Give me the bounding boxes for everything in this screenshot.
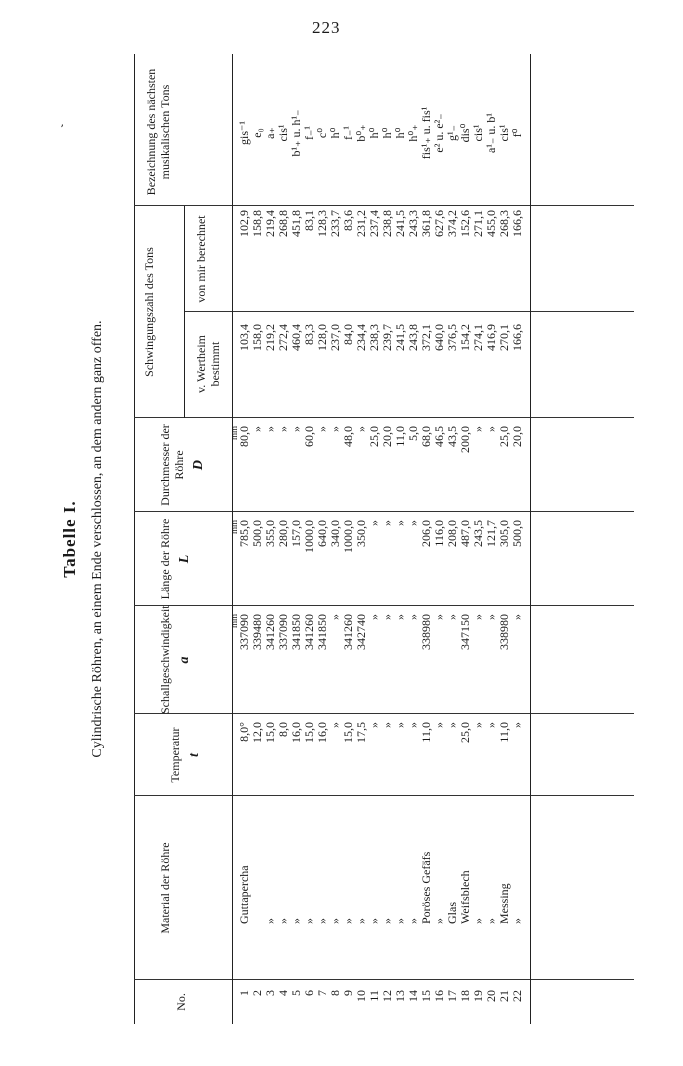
header-schwingung-label: Schwingungszahl des Tons bbox=[142, 247, 156, 377]
table-row bbox=[251, 54, 264, 1024]
row-ton: h⁰ bbox=[367, 127, 381, 139]
table-row bbox=[433, 54, 446, 1024]
header-diameter bbox=[158, 418, 206, 512]
header-bezeichnung bbox=[144, 62, 172, 202]
row-berechnet: 627,6 bbox=[432, 210, 446, 237]
row-diameter: » bbox=[263, 426, 277, 432]
header-top-rule bbox=[134, 54, 135, 1024]
row-diameter: 46,5 bbox=[432, 426, 446, 447]
row-berechnet: 238,8 bbox=[380, 210, 394, 237]
header-material bbox=[158, 796, 172, 980]
row-ton: f₋¹ bbox=[341, 126, 355, 140]
row-number: 20 bbox=[484, 990, 498, 1002]
table-row bbox=[303, 54, 316, 1024]
table-row bbox=[498, 54, 511, 1024]
row-wertheim: 243,8 bbox=[406, 324, 420, 351]
row-temperature: 15,0 bbox=[302, 722, 316, 743]
row-number: 17 bbox=[445, 990, 459, 1002]
row-schall: 337090 bbox=[237, 614, 251, 650]
row-diameter: » bbox=[354, 426, 368, 432]
row-ton: g¹₋ bbox=[445, 125, 459, 141]
table-title-block bbox=[60, 54, 132, 1024]
header-schall-symbol: a bbox=[177, 656, 192, 664]
row-schall: 341850 bbox=[289, 614, 303, 650]
table-row bbox=[238, 54, 251, 1024]
row-number: 16 bbox=[432, 990, 446, 1002]
row-length: 1000,0 bbox=[341, 520, 355, 553]
table-row bbox=[342, 54, 355, 1024]
row-number: 15 bbox=[419, 990, 433, 1002]
row-ton: c⁰ bbox=[315, 127, 329, 139]
row-wertheim: 154,2 bbox=[458, 324, 472, 351]
row-ton: f₋¹ bbox=[302, 126, 316, 140]
row-number: 3 bbox=[263, 990, 277, 996]
row-diameter: 200,0 bbox=[458, 426, 472, 453]
row-ton: b¹₊ u. h¹₋ bbox=[289, 109, 303, 157]
row-diameter: 25,0 bbox=[497, 426, 511, 447]
row-length: » bbox=[406, 520, 420, 526]
row-material: » bbox=[471, 918, 485, 924]
row-temperature: 17,5 bbox=[354, 722, 368, 743]
row-wertheim: 640,0 bbox=[432, 324, 446, 351]
row-wertheim: 84,0 bbox=[341, 324, 355, 345]
table-row bbox=[446, 54, 459, 1024]
row-diameter: » bbox=[289, 426, 303, 432]
row-berechnet: 243,3 bbox=[406, 210, 420, 237]
row-length: 350,0 bbox=[354, 520, 368, 547]
row-wertheim: 416,9 bbox=[484, 324, 498, 351]
row-wertheim: 274,1 bbox=[471, 324, 485, 351]
table-row bbox=[355, 54, 368, 1024]
row-schall: » bbox=[380, 614, 394, 620]
row-temperature: » bbox=[471, 722, 485, 728]
row-schall: 342740 bbox=[354, 614, 368, 650]
row-ton: gis⁻¹ bbox=[237, 121, 251, 145]
row-diameter: » bbox=[276, 426, 290, 432]
row-schall: » bbox=[484, 614, 498, 620]
row-length: » bbox=[393, 520, 407, 526]
row-number: 7 bbox=[315, 990, 329, 996]
row-material: » bbox=[302, 918, 316, 924]
table-row bbox=[381, 54, 394, 1024]
row-schall: 338980 bbox=[497, 614, 511, 650]
row-number: 13 bbox=[393, 990, 407, 1002]
row-temperature: » bbox=[406, 722, 420, 728]
row-material: Glas bbox=[445, 902, 459, 924]
row-diameter: 60,0 bbox=[302, 426, 316, 447]
row-schall: » bbox=[406, 614, 420, 620]
row-temperature: 15,0 bbox=[341, 722, 355, 743]
row-schall: » bbox=[432, 614, 446, 620]
table-bottom-rule bbox=[530, 54, 531, 1024]
header-no bbox=[174, 980, 188, 1024]
row-diameter: 68,0 bbox=[419, 426, 433, 447]
row-material: Guttapercha bbox=[237, 865, 251, 924]
row-ton: h⁰ bbox=[380, 127, 394, 139]
row-ton: cis¹ bbox=[276, 124, 290, 142]
row-schall: 341260 bbox=[302, 614, 316, 650]
header-wertheim-label: v. Wertheim bestimmt bbox=[194, 334, 222, 394]
row-temperature: 15,0 bbox=[263, 722, 277, 743]
row-material: » bbox=[276, 918, 290, 924]
row-temperature: 11,0 bbox=[419, 722, 433, 743]
row-wertheim: 158,0 bbox=[250, 324, 264, 351]
row-schall: 341850 bbox=[315, 614, 329, 650]
row-number: 10 bbox=[354, 990, 368, 1002]
header-length-label: Länge der Röhre bbox=[158, 518, 172, 600]
row-number: 12 bbox=[380, 990, 394, 1002]
row-berechnet: 231,2 bbox=[354, 210, 368, 237]
unit-length: mm bbox=[229, 520, 239, 535]
row-material: » bbox=[393, 918, 407, 924]
margin-mark: ʼ bbox=[60, 123, 64, 136]
table-title: Tabelle I. bbox=[60, 500, 79, 578]
row-material: » bbox=[432, 918, 446, 924]
row-wertheim: 128,0 bbox=[315, 324, 329, 351]
row-schall: 339480 bbox=[250, 614, 264, 650]
row-schall: 341260 bbox=[263, 614, 277, 650]
row-berechnet: 268,8 bbox=[276, 210, 290, 237]
row-temperature: 11,0 bbox=[497, 722, 511, 743]
row-wertheim: 219,2 bbox=[263, 324, 277, 351]
row-material: » bbox=[484, 918, 498, 924]
row-temperature: 25,0 bbox=[458, 722, 472, 743]
row-schall: » bbox=[393, 614, 407, 620]
row-ton: e² u. e²₋ bbox=[432, 113, 446, 153]
row-number: 14 bbox=[406, 990, 420, 1002]
row-material: » bbox=[289, 918, 303, 924]
table-subtitle: Cylindrische Röhren, an einem Ende verschlossen, an dem andern ganz offen. bbox=[90, 320, 105, 758]
row-material: » bbox=[510, 918, 524, 924]
header-material-label: Material der Röhre bbox=[158, 842, 172, 934]
row-ton: a¹₋ u. b¹ bbox=[484, 113, 498, 153]
row-length: 121,7 bbox=[484, 520, 498, 547]
row-schall: 337090 bbox=[276, 614, 290, 650]
row-diameter: » bbox=[250, 426, 264, 432]
row-temperature: » bbox=[432, 722, 446, 728]
row-number: 21 bbox=[497, 990, 511, 1002]
header-no-label: No. bbox=[174, 993, 188, 1011]
unit-schall: mm bbox=[229, 614, 239, 629]
row-wertheim: 460,4 bbox=[289, 324, 303, 351]
table-row bbox=[485, 54, 498, 1024]
row-wertheim: 272,4 bbox=[276, 324, 290, 351]
table-row bbox=[459, 54, 472, 1024]
row-diameter: 5,0 bbox=[406, 426, 420, 441]
header-diameter-symbol: D bbox=[191, 459, 206, 471]
row-schall: » bbox=[445, 614, 459, 620]
unit-diameter: mm bbox=[229, 426, 239, 441]
row-diameter: 20,0 bbox=[510, 426, 524, 447]
header-bezeichnung-label: Bezeichnung des nächsten musikalischen Tons bbox=[144, 68, 172, 196]
row-number: 2 bbox=[250, 990, 264, 996]
row-berechnet: 241,5 bbox=[393, 210, 407, 237]
row-wertheim: 270,1 bbox=[497, 324, 511, 351]
row-material: Poröses Gefäfs bbox=[419, 851, 433, 924]
header-wertheim bbox=[194, 316, 222, 412]
row-length: » bbox=[380, 520, 394, 526]
row-ton: e₀ bbox=[250, 128, 264, 138]
row-length: 500,0 bbox=[510, 520, 524, 547]
row-length: 785,0 bbox=[237, 520, 251, 547]
row-temperature: » bbox=[367, 722, 381, 728]
row-wertheim: 83,3 bbox=[302, 324, 316, 345]
row-diameter: 20,0 bbox=[380, 426, 394, 447]
row-berechnet: 271,1 bbox=[471, 210, 485, 237]
row-wertheim: 376,5 bbox=[445, 324, 459, 351]
row-length: 206,0 bbox=[419, 520, 433, 547]
row-length: 243,5 bbox=[471, 520, 485, 547]
schwingung-subrule bbox=[184, 206, 185, 418]
row-number: 19 bbox=[471, 990, 485, 1002]
row-ton: h⁰₊ bbox=[406, 124, 420, 142]
row-berechnet: 451,8 bbox=[289, 210, 303, 237]
table-row bbox=[264, 54, 277, 1024]
row-diameter: 48,0 bbox=[341, 426, 355, 447]
row-temperature: » bbox=[393, 722, 407, 728]
row-ton: cis¹ bbox=[471, 124, 485, 142]
row-diameter: 25,0 bbox=[367, 426, 381, 447]
row-berechnet: 374,2 bbox=[445, 210, 459, 237]
row-temperature: » bbox=[484, 722, 498, 728]
row-diameter: » bbox=[315, 426, 329, 432]
row-length: 116,0 bbox=[432, 520, 446, 547]
row-ton: a₊ bbox=[263, 127, 277, 139]
row-material: » bbox=[354, 918, 368, 924]
row-number: 6 bbox=[302, 990, 316, 996]
row-wertheim: 237,0 bbox=[328, 324, 342, 351]
row-berechnet: 166,6 bbox=[510, 210, 524, 237]
header-temperature-symbol: t bbox=[187, 753, 202, 757]
header-berechnet bbox=[194, 210, 208, 308]
row-diameter: » bbox=[471, 426, 485, 432]
row-temperature: » bbox=[510, 722, 524, 728]
table-row bbox=[277, 54, 290, 1024]
row-ton: cis¹ bbox=[497, 124, 511, 142]
row-ton: h⁰ bbox=[393, 127, 407, 139]
row-material: » bbox=[380, 918, 394, 924]
row-schall: 338980 bbox=[419, 614, 433, 650]
row-berechnet: 237,4 bbox=[367, 210, 381, 237]
row-diameter: 11,0 bbox=[393, 426, 407, 447]
table-row bbox=[368, 54, 381, 1024]
row-temperature: 8,0 bbox=[276, 722, 290, 737]
row-number: 1 bbox=[237, 990, 251, 996]
row-material: Weifsblech bbox=[458, 870, 472, 924]
table-row bbox=[472, 54, 485, 1024]
row-length: 640,0 bbox=[315, 520, 329, 547]
row-number: 11 bbox=[367, 990, 381, 1002]
row-ton: b⁰₊ bbox=[354, 124, 368, 142]
row-wertheim: 166,6 bbox=[510, 324, 524, 351]
row-diameter: » bbox=[328, 426, 342, 432]
row-diameter: 43,5 bbox=[445, 426, 459, 447]
header-length-symbol: L bbox=[177, 554, 192, 564]
header-temperature bbox=[168, 714, 202, 796]
row-berechnet: 233,7 bbox=[328, 210, 342, 237]
row-length: 487,0 bbox=[458, 520, 472, 547]
row-number: 5 bbox=[289, 990, 303, 996]
header-schwingung bbox=[142, 206, 156, 418]
row-diameter: » bbox=[484, 426, 498, 432]
row-wertheim: 372,1 bbox=[419, 324, 433, 351]
table-row bbox=[420, 54, 433, 1024]
row-berechnet: 158,8 bbox=[250, 210, 264, 237]
header-berechnet-label: von mir berechnet bbox=[194, 215, 208, 303]
row-number: 4 bbox=[276, 990, 290, 996]
row-schall: » bbox=[510, 614, 524, 620]
row-berechnet: 128,3 bbox=[315, 210, 329, 237]
table-row bbox=[394, 54, 407, 1024]
row-material: » bbox=[406, 918, 420, 924]
row-ton: fis¹₊ u. fis¹ bbox=[419, 106, 433, 160]
row-temperature: » bbox=[380, 722, 394, 728]
table-row bbox=[329, 54, 342, 1024]
row-berechnet: 102,9 bbox=[237, 210, 251, 237]
row-diameter: 80,0 bbox=[237, 426, 251, 447]
row-wertheim: 103,4 bbox=[237, 324, 251, 351]
row-berechnet: 83,1 bbox=[302, 210, 316, 231]
row-length: 1000,0 bbox=[302, 520, 316, 553]
row-length: 340,0 bbox=[328, 520, 342, 547]
row-temperature: 16,0 bbox=[289, 722, 303, 743]
row-length: 208,0 bbox=[445, 520, 459, 547]
row-ton: dis⁰ bbox=[458, 123, 472, 143]
row-berechnet: 83,6 bbox=[341, 210, 355, 231]
row-material: » bbox=[263, 918, 277, 924]
page-number: 223 bbox=[312, 18, 341, 37]
row-material: » bbox=[341, 918, 355, 924]
row-number: 9 bbox=[341, 990, 355, 996]
row-berechnet: 455,0 bbox=[484, 210, 498, 237]
header-schall bbox=[158, 606, 192, 714]
table-row bbox=[290, 54, 303, 1024]
row-berechnet: 152,6 bbox=[458, 210, 472, 237]
row-schall: » bbox=[328, 614, 342, 620]
row-length: 157,0 bbox=[289, 520, 303, 547]
row-wertheim: 241,5 bbox=[393, 324, 407, 351]
row-length: 500,0 bbox=[250, 520, 264, 547]
table-row bbox=[316, 54, 329, 1024]
header-diameter-label: Durchmesser der Röhre bbox=[158, 424, 186, 506]
row-berechnet: 219,4 bbox=[263, 210, 277, 237]
row-temperature: 16,0 bbox=[315, 722, 329, 743]
row-wertheim: 238,3 bbox=[367, 324, 381, 351]
row-berechnet: 268,3 bbox=[497, 210, 511, 237]
table-row bbox=[407, 54, 420, 1024]
row-temperature: » bbox=[328, 722, 342, 728]
row-length: 305,0 bbox=[497, 520, 511, 547]
row-material: Messing bbox=[497, 883, 511, 924]
row-length: 280,0 bbox=[276, 520, 290, 547]
header-schall-label: Schallgeschwindigkeit bbox=[158, 605, 172, 714]
row-temperature: 8,0° bbox=[237, 722, 251, 742]
row-temperature: 12,0 bbox=[250, 722, 264, 743]
row-number: 18 bbox=[458, 990, 472, 1002]
row-material: » bbox=[328, 918, 342, 924]
row-ton: f⁰ bbox=[510, 128, 524, 138]
row-schall: 347150 bbox=[458, 614, 472, 650]
row-schall: » bbox=[471, 614, 485, 620]
row-schall: » bbox=[367, 614, 381, 620]
row-wertheim: 234,4 bbox=[354, 324, 368, 351]
row-ton: h⁰ bbox=[328, 127, 342, 139]
header-length bbox=[158, 512, 192, 606]
rotated-table-page bbox=[60, 54, 680, 1024]
row-schall: 341260 bbox=[341, 614, 355, 650]
row-wertheim: 239,7 bbox=[380, 324, 394, 351]
table-row bbox=[511, 54, 524, 1024]
header-temperature-label: Temperatur bbox=[168, 727, 182, 783]
row-number: 22 bbox=[510, 990, 524, 1002]
row-length: » bbox=[367, 520, 381, 526]
row-temperature: » bbox=[445, 722, 459, 728]
row-material: » bbox=[315, 918, 329, 924]
row-length: 355,0 bbox=[263, 520, 277, 547]
row-material: » bbox=[367, 918, 381, 924]
row-number: 8 bbox=[328, 990, 342, 996]
row-berechnet: 361,8 bbox=[419, 210, 433, 237]
